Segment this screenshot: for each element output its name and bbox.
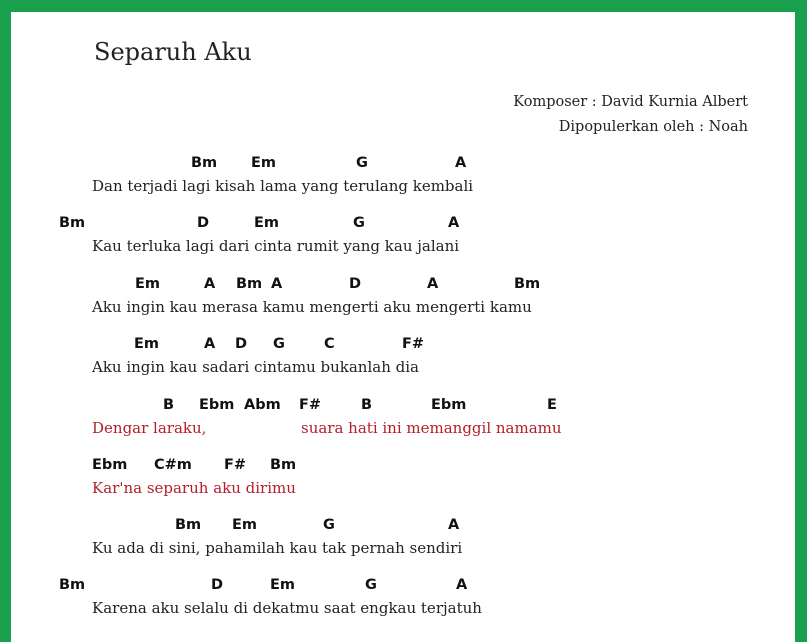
chord: A xyxy=(271,276,283,292)
lyrics-sheet xyxy=(11,12,795,642)
chord: Em xyxy=(270,577,296,593)
chord: F# xyxy=(224,457,247,473)
chord: B xyxy=(163,397,175,413)
chorus-lyric: suara hati ini memanggil namamu xyxy=(301,419,562,437)
chord: Bm xyxy=(191,155,218,171)
composer-credit: Komposer : David Kurnia Albert xyxy=(513,94,748,110)
chord: D xyxy=(349,276,362,292)
chord: G xyxy=(356,155,368,171)
chord: Em xyxy=(135,276,161,292)
chord: C#m xyxy=(154,457,192,473)
chord: E xyxy=(547,397,557,413)
chord: B xyxy=(361,397,373,413)
chord: F# xyxy=(402,336,425,352)
lyric-line: Dan terjadi lagi kisah lama yang terulang kembali xyxy=(92,177,474,195)
chord: Ebm xyxy=(92,457,128,473)
chord: Em xyxy=(254,215,280,231)
chord: A xyxy=(427,276,439,292)
chord: Bm xyxy=(59,577,86,593)
chord: A xyxy=(455,155,467,171)
chord: Ebm xyxy=(199,397,235,413)
song-title: Separuh Aku xyxy=(94,38,252,66)
lyric-line: Aku ingin kau sadari cintamu bukanlah dia xyxy=(92,358,419,376)
chorus-lyric: Dengar laraku, xyxy=(92,419,207,437)
chorus-lyric: Kar'na separuh aku dirimu xyxy=(92,479,296,497)
chord: Bm xyxy=(59,215,86,231)
chord: A xyxy=(448,517,460,533)
chord: F# xyxy=(299,397,322,413)
chord: Abm xyxy=(244,397,281,413)
chord: Bm xyxy=(514,276,541,292)
chord: A xyxy=(448,215,460,231)
chord: Bm xyxy=(270,457,297,473)
chord: G xyxy=(323,517,335,533)
chord: D xyxy=(235,336,248,352)
chord: A xyxy=(456,577,468,593)
lyric-line: Kau terluka lagi dari cinta rumit yang kau jalani xyxy=(92,237,460,255)
chord: G xyxy=(353,215,365,231)
chord: G xyxy=(273,336,285,352)
chord: A xyxy=(204,276,216,292)
chord: Ebm xyxy=(431,397,467,413)
chord: Em xyxy=(134,336,160,352)
chord: Bm xyxy=(175,517,202,533)
chord: G xyxy=(365,577,377,593)
chord: D xyxy=(211,577,224,593)
chord: Em xyxy=(232,517,258,533)
chord: Bm xyxy=(236,276,263,292)
popularized-credit: Dipopulerkan oleh : Noah xyxy=(558,119,748,135)
lyric-line: Ku ada di sini, pahamilah kau tak pernah sendiri xyxy=(92,539,463,557)
lyric-line: Aku ingin kau merasa kamu mengerti aku mengerti kamu xyxy=(92,298,532,316)
lyric-line: Karena aku selalu di dekatmu saat engkau terjatuh xyxy=(92,599,482,617)
chord: A xyxy=(204,336,216,352)
chord: C xyxy=(324,336,335,352)
chord: D xyxy=(197,215,210,231)
chord: Em xyxy=(251,155,277,171)
